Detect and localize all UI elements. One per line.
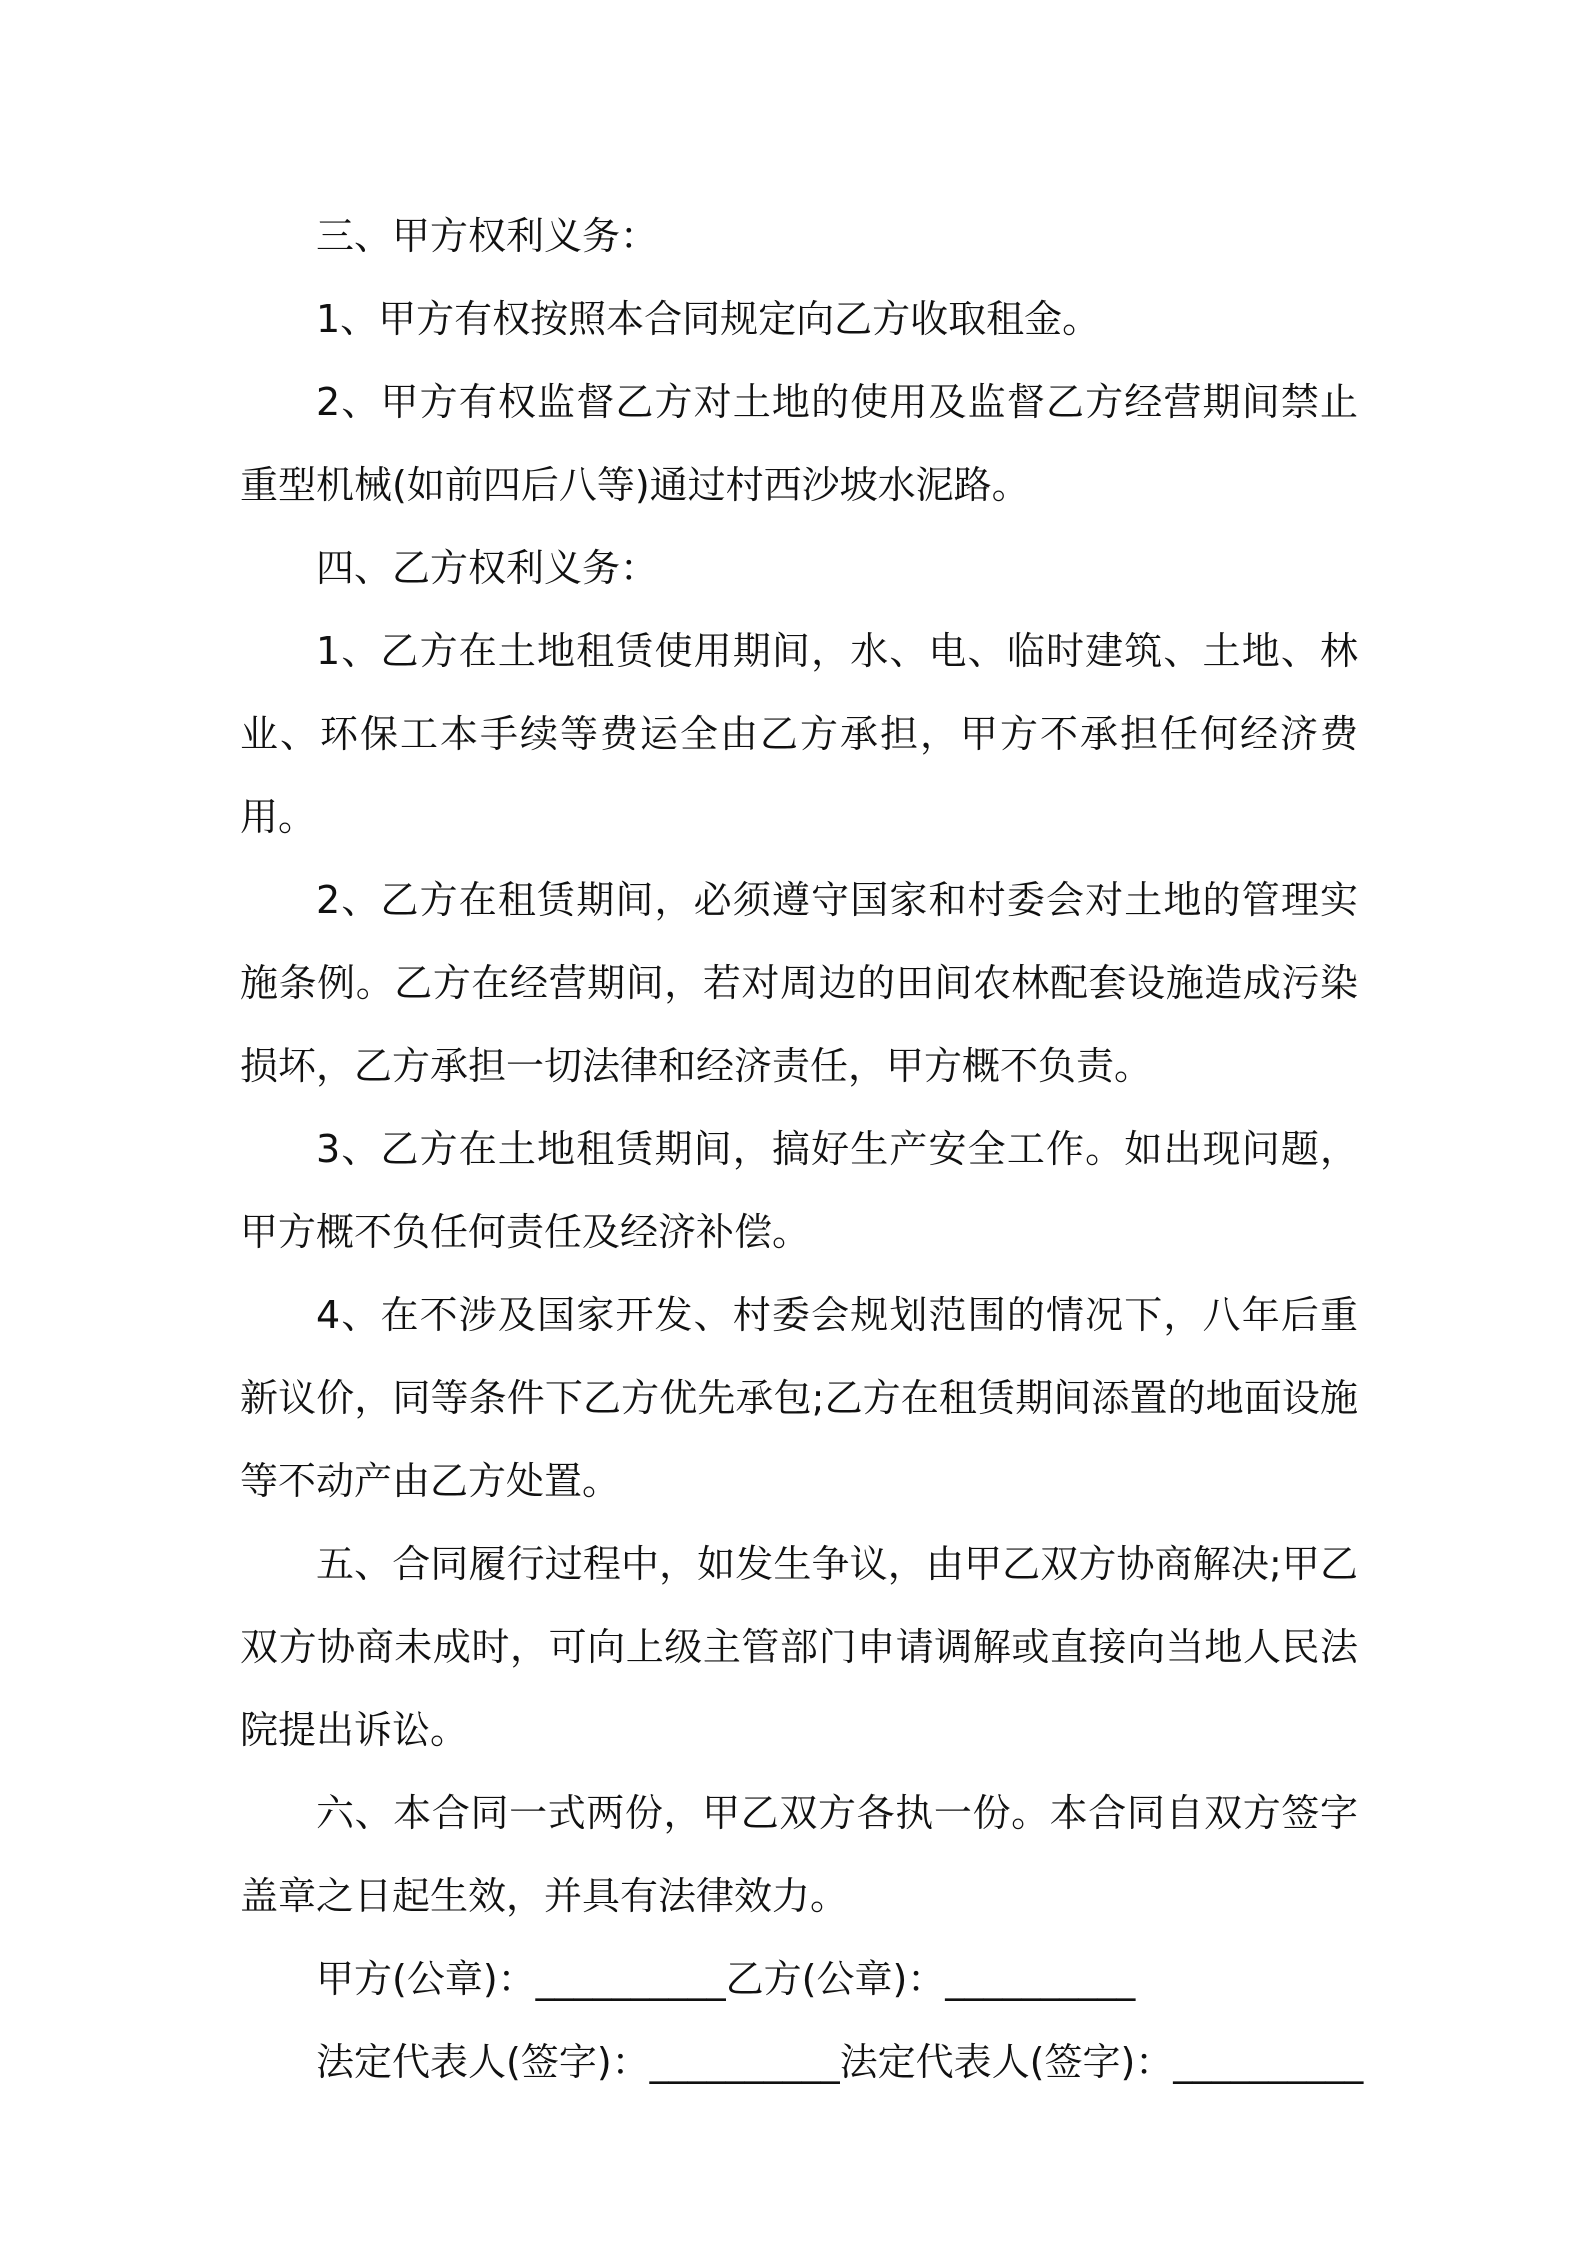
signature-line-representatives: 法定代表人(签字)：__________法定代表人(签字)：__________ bbox=[316, 2040, 1364, 2084]
clause-party-a-2: 2、甲方有权监督乙方对土地的使用及监督乙方经营期间禁止重型机械(如前四后八等)通过村西沙坡水泥路。 bbox=[240, 380, 1358, 507]
clause-party-b-4: 4、在不涉及国家开发、村委会规划范围的情况下，八年后重新议价，同等条件下乙方优先承包;乙方在租赁期间添置的地面设施等不动产由乙方处置。 bbox=[240, 1293, 1358, 1503]
section-dispute-resolution: 五、合同履行过程中，如发生争议，由甲乙双方协商解决;甲乙双方协商未成时，可向上级主管部门申请调解或直接向当地人民法院提出诉讼。 bbox=[240, 1542, 1358, 1752]
contract-body bbox=[240, 195, 1364, 2104]
section-copies-and-effect: 六、本合同一式两份，甲乙双方各执一份。本合同自双方签字盖章之日起生效，并具有法律效力。 bbox=[240, 1791, 1358, 1918]
clause-party-b-3: 3、乙方在土地租赁期间，搞好生产安全工作。如出现问题，甲方概不负任何责任及经济补偿。 bbox=[240, 1127, 1358, 1254]
section-heading-party-a-rights: 三、甲方权利义务： bbox=[316, 214, 659, 258]
clause-party-b-2: 2、乙方在租赁期间，必须遵守国家和村委会对土地的管理实施条例。乙方在经营期间，若对周边的田间农林配套设施造成污染损坏，乙方承担一切法律和经济责任，甲方概不负责。 bbox=[240, 878, 1358, 1088]
clause-party-a-1: 1、甲方有权按照本合同规定向乙方收取租金。 bbox=[316, 297, 1101, 341]
signature-line-seals: 甲方(公章)：__________乙方(公章)：__________ bbox=[316, 1957, 1136, 2001]
section-heading-party-b-rights: 四、乙方权利义务： bbox=[316, 546, 659, 590]
clause-party-b-1: 1、乙方在土地租赁使用期间，水、电、临时建筑、土地、林业、环保工本手续等费运全由乙方承担，甲方不承担任何经济费用。 bbox=[240, 629, 1358, 839]
